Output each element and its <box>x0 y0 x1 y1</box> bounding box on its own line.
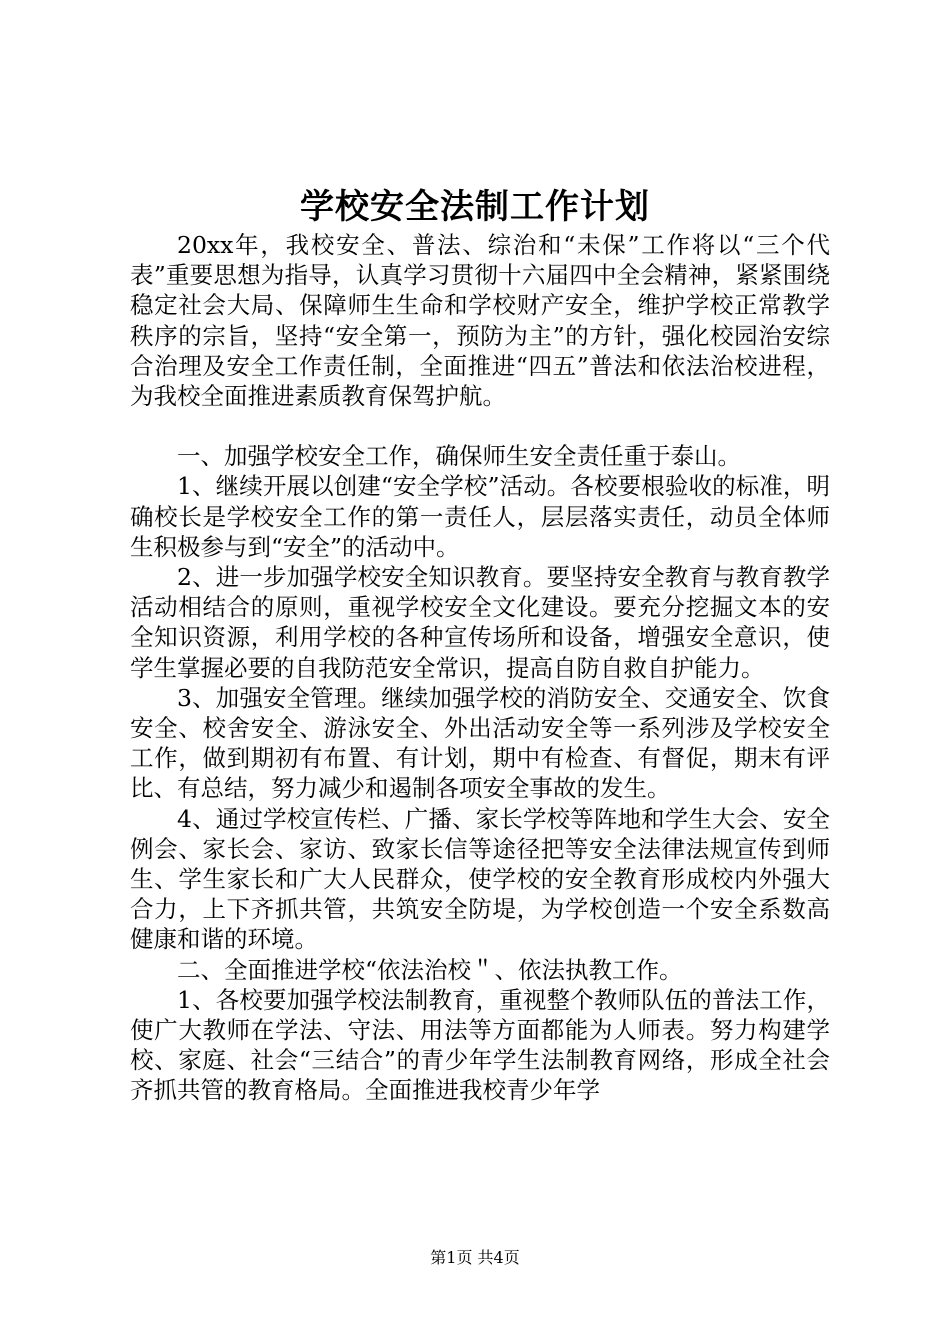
body-paragraph: 3、加强安全管理。继续加强学校的消防安全、交通安全、饮食安全、校舍安全、游泳安全、外出活动安全等一系列涉及学校安全工作，做到期初有布置、有计划，期中有检查、有督促，期末有评比、有总结，努力减少和遏制各项安全事故的发生。 <box>130 683 830 803</box>
body-paragraph: 2、进一步加强学校安全知识教育。要坚持安全教育与教育教学活动相结合的原则，重视学校安全文化建设。要充分挖掘文本的安全知识资源，利用学校的各种宣传场所和设备，增强安全意识，使学生掌握必要的自我防范安全常识，提高自防自救自护能力。 <box>130 563 830 682</box>
page-number-footer: 第1页 共4页 <box>430 1248 520 1267</box>
intro-paragraph: 20xx年，我校安全、普法、综治和“未保”工作将以“三个代表”重要思想为指导，认真学习贯彻十六届四中全会精神，紧紧围绕稳定社会大局、保障师生生命和学校财产安全，维护学校正常教学秩序的宗旨，坚持“安全第一，预防为主”的方针，强化校园治安综合治理及安全工作责任制，全面推进“四五”普法和依法治校进程，为我校全面推进素质教育保驾护航。 <box>130 231 830 411</box>
body-paragraph: 1、各校要加强学校法制教育，重视整个教师队伍的普法工作，使广大教师在学法、守法、用法等方面都能为人师表。努力构建学校、家庭、社会“三结合”的青少年学生法制教育网络，形成全社会齐抓共管的教育格局。全面推进我校青少年学 <box>130 985 830 1105</box>
document-title: 学校安全法制工作计划 <box>300 187 650 227</box>
body-paragraph: 1、继续开展以创建“安全学校”活动。各校要根验收的标准，明确校长是学校安全工作的第一责任人，层层落实责任，动员全体师生积极参与到“安全”的活动中。 <box>130 472 830 561</box>
document-body <box>130 230 830 1106</box>
section-heading-2: 二、全面推进学校“依法治校＂、依法执教工作。 <box>177 955 683 984</box>
section-heading-1: 一、加强学校安全工作，确保师生安全责任重于泰山。 <box>177 442 741 471</box>
body-paragraph: 4、通过学校宣传栏、广播、家长学校等阵地和学生大会、安全例会、家长会、家访、致家长信等途径把等安全法律法规宣传到师生、学生家长和广大人民群众，使学校的安全教育形成校内外强大合力，上下齐抓共管，共筑安全防堤，为学校创造一个安全系数高健康和谐的环境。 <box>130 804 830 954</box>
